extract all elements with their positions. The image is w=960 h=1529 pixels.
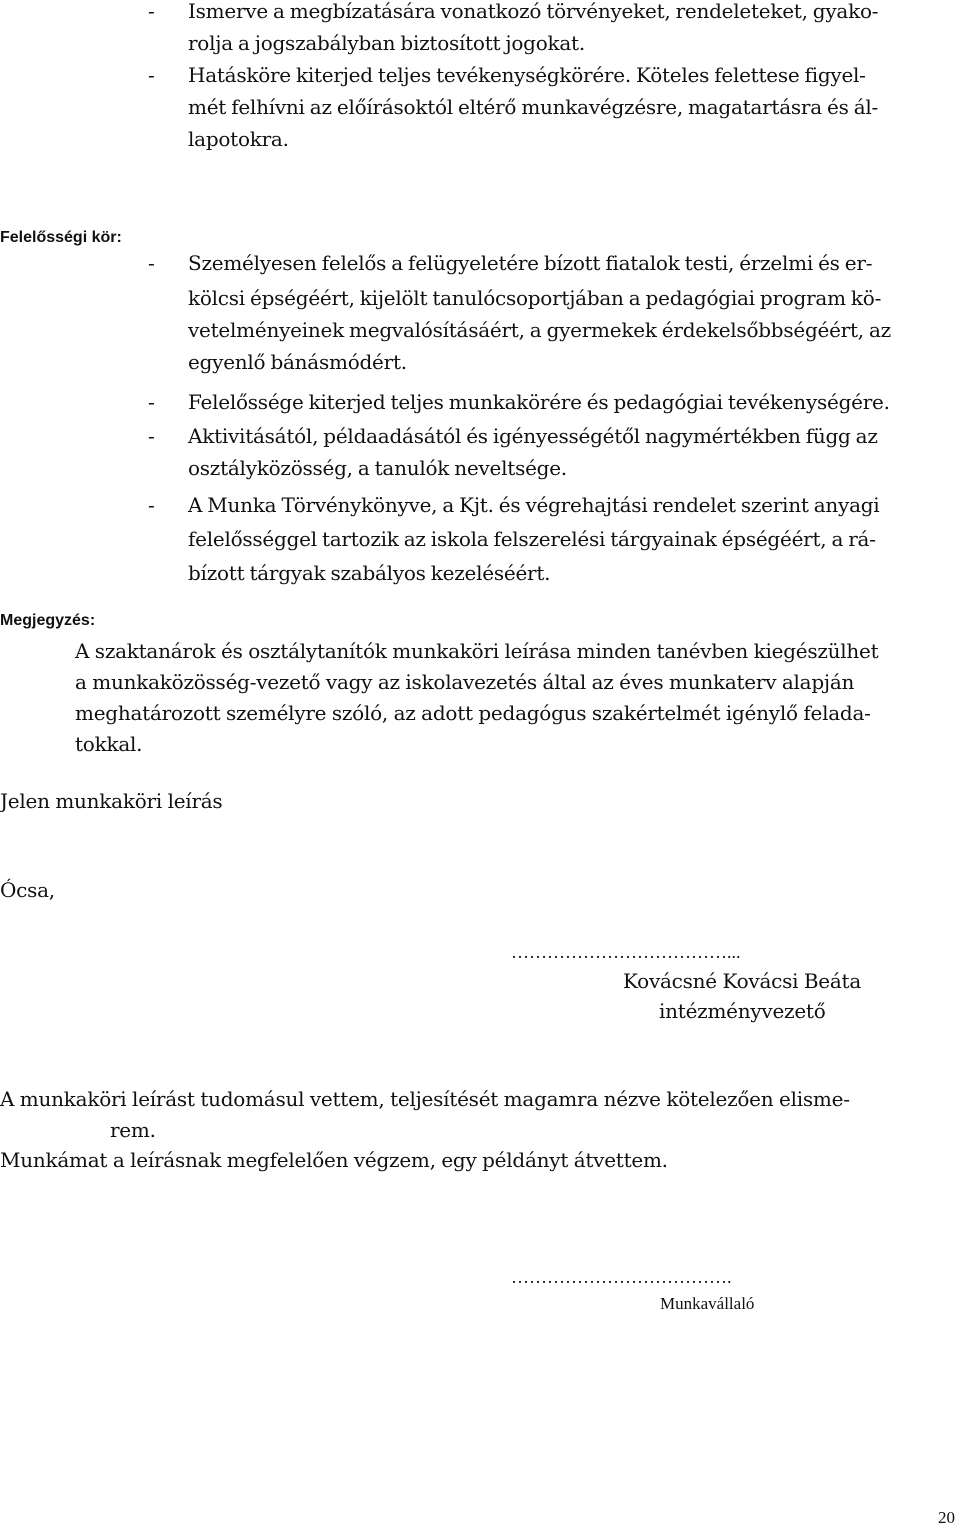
- list-line: Ismerve a megbízatására vonatkozó törvényeket, rendeleteket, gyako-: [188, 0, 879, 23]
- list-dash: -: [148, 493, 155, 517]
- signatory-name: Kovácsné Kovácsi Beáta: [623, 969, 862, 993]
- list-line: lapotokra.: [188, 127, 289, 151]
- list-line: mét felhívni az előírásoktól eltérő munkavégzésre, magatartásra és ál-: [188, 95, 879, 119]
- signature-dots: ………………………………...: [511, 942, 741, 962]
- list-line: Személyesen felelős a felügyeletére bízott fiatalok testi, érzelmi és er-: [188, 251, 873, 275]
- list-line: Aktivitásától, példaadásától és igényességétől nagymértékben függ az: [188, 424, 878, 448]
- section-heading: Felelősségi kör:: [0, 229, 122, 246]
- list-dash: -: [148, 251, 155, 275]
- section-heading: Megjegyzés:: [0, 612, 96, 629]
- list-line: Hatásköre kiterjed teljes tevékenységkörére. Köteles felettese figyel-: [188, 63, 866, 87]
- acknowledgement-line: Munkámat a leírásnak megfelelően végzem, egy példányt átvettem.: [0, 1148, 668, 1172]
- list-line: kölcsi épségéért, kijelölt tanulócsoportjában a pedagógiai program kö-: [188, 286, 882, 310]
- list-line: egyenlő bánásmódért.: [188, 350, 407, 374]
- list-line: bízott tárgyak szabályos kezeléséért.: [188, 561, 551, 585]
- list-line: Felelőssége kiterjed teljes munkakörére és pedagógiai tevékenységére.: [188, 390, 890, 414]
- signatory-title: intézményvezető: [659, 999, 826, 1023]
- list-line: rolja a jogszabályban biztosított jogokat.: [188, 31, 585, 55]
- list-line: vetelményeinek megvalósításáért, a gyermekek érdekelsőbbségéért, az: [188, 318, 891, 342]
- list-line: A Munka Törvénykönyve, a Kjt. és végrehajtási rendelet szerint anyagi: [188, 493, 880, 517]
- note-line: tokkal.: [75, 732, 143, 756]
- list-dash: -: [148, 424, 155, 448]
- list-dash: -: [148, 390, 155, 414]
- signature-dots: ……………………………….: [511, 1267, 732, 1287]
- list-dash: -: [148, 63, 155, 87]
- acknowledgement-line: rem.: [110, 1118, 156, 1142]
- page-number: 20: [938, 1508, 955, 1527]
- place-line: Ócsa,: [0, 878, 55, 902]
- note-line: A szaktanárok és osztálytanítók munkaköri leírása minden tanévben kiegészülhet: [75, 639, 879, 663]
- job-description-line: Jelen munkaköri leírás: [0, 789, 223, 813]
- acknowledgement-line: A munkaköri leírást tudomásul vettem, teljesítését magamra nézve kötelezően elisme-: [0, 1087, 850, 1111]
- note-line: meghatározott személyre szóló, az adott pedagógus szakértelmét igénylő felada-: [75, 701, 871, 725]
- list-line: felelősséggel tartozik az iskola felszerelési tárgyainak épségéért, a rá-: [188, 527, 876, 551]
- list-dash: -: [148, 0, 155, 23]
- list-line: osztályközösség, a tanulók neveltsége.: [188, 456, 567, 480]
- note-line: a munkaközösség-vezető vagy az iskolavezetés által az éves munkaterv alapján: [75, 670, 855, 694]
- signature-label: Munkavállaló: [660, 1294, 755, 1313]
